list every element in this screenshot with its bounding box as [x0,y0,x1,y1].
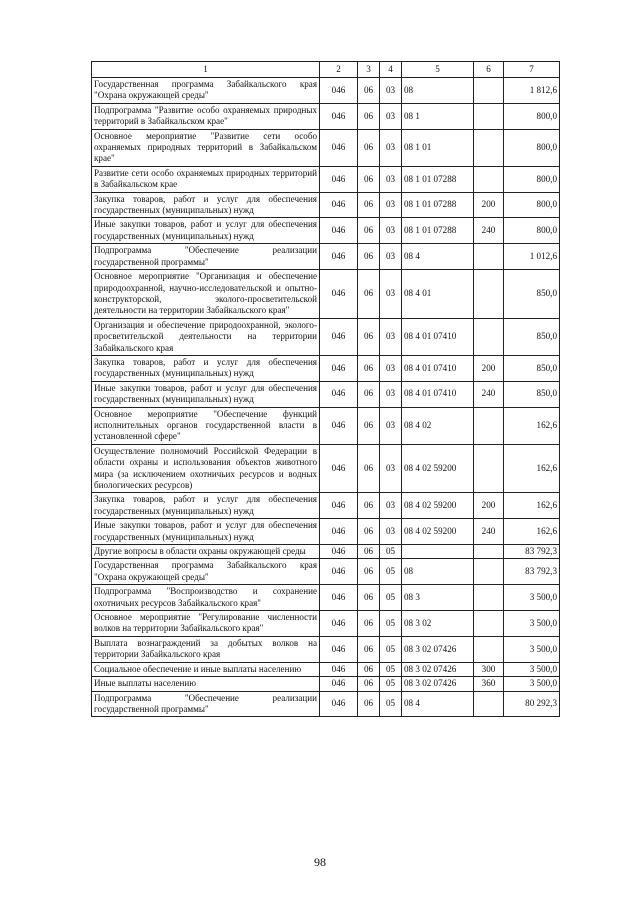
row-pr-cell: 05 [380,585,402,611]
row-rz-cell: 06 [358,611,380,637]
row-pr-cell: 05 [380,611,402,637]
row-name-cell: Основное мероприятие "Обеспечение функций исполнительных органов государственной власти в установленной сфере" [92,407,320,444]
row-rz-cell: 06 [358,129,380,166]
table-row [92,355,560,381]
table-row [92,585,560,611]
row-vr-cell: 300 [474,662,504,676]
row-name-cell: Иные закупки товаров, работ и услуг для обеспечения государственных (муниципальных) нужд [92,218,320,244]
row-ved-cell: 046 [320,129,358,166]
row-vr-cell [474,244,504,270]
row-name-cell: Закупка товаров, работ и услуг для обеспечения государственных (муниципальных) нужд [92,355,320,381]
row-pr-cell: 05 [380,662,402,676]
table-row [92,611,560,637]
row-name-cell: Закупка товаров, работ и услуг для обеспечения государственных (муниципальных) нужд [92,192,320,218]
row-rz-cell: 06 [358,355,380,381]
row-csr-cell [402,545,474,559]
row-rz-cell: 06 [358,218,380,244]
row-name-cell: Иные закупки товаров, работ и услуг для обеспечения государственных (муниципальных) нужд [92,381,320,407]
row-pr-cell: 03 [380,192,402,218]
row-ved-cell: 046 [320,662,358,676]
row-sum-cell: 3 500,0 [504,662,560,676]
row-ved-cell: 046 [320,78,358,104]
row-vr-cell [474,129,504,166]
table-body [92,78,560,717]
row-csr-cell: 08 1 01 07288 [402,218,474,244]
row-sum-cell: 800,0 [504,192,560,218]
table-row [92,545,560,559]
row-name-cell: Государственная программа Забайкальского края "Охрана окружающей среды" [92,78,320,104]
row-sum-cell: 162,6 [504,444,560,493]
header-cell: 3 [358,62,380,78]
table-row [92,636,560,662]
row-ved-cell: 046 [320,545,358,559]
row-vr-cell: 200 [474,192,504,218]
row-ved-cell: 046 [320,493,358,519]
row-ved-cell: 046 [320,559,358,585]
row-pr-cell: 03 [380,218,402,244]
row-name-cell: Осуществление полномочий Российской Федерации в области охраны и использования объектов животного мира (за исключением охотничьих ресурсов и водных биологических ресурсов) [92,444,320,493]
row-sum-cell: 850,0 [504,270,560,319]
row-name-cell: Подпрограмма "Воспроизводство и сохранение охотничьих ресурсов Забайкальского края" [92,585,320,611]
row-csr-cell: 08 4 02 59200 [402,519,474,545]
row-ved-cell: 046 [320,381,358,407]
row-name-cell: Государственная программа Забайкальского края "Охрана окружающей среды" [92,559,320,585]
row-pr-cell: 03 [380,355,402,381]
row-vr-cell [474,611,504,637]
row-rz-cell: 06 [358,103,380,129]
row-ved-cell: 046 [320,407,358,444]
row-ved-cell: 046 [320,318,358,355]
row-vr-cell: 200 [474,493,504,519]
row-sum-cell: 800,0 [504,218,560,244]
row-rz-cell: 06 [358,559,380,585]
row-sum-cell: 1 012,6 [504,244,560,270]
row-rz-cell: 06 [358,407,380,444]
row-vr-cell [474,585,504,611]
row-sum-cell: 850,0 [504,355,560,381]
row-name-cell: Основное мероприятие "Регулирование численности волков на территории Забайкальского края" [92,611,320,637]
page-number: 98 [314,855,326,869]
row-vr-cell [474,318,504,355]
row-csr-cell: 08 4 01 07410 [402,381,474,407]
row-name-cell: Развитие сети особо охраняемых природных территорий в Забайкальском крае [92,166,320,192]
row-ved-cell: 046 [320,270,358,319]
row-vr-cell [474,103,504,129]
table-row [92,270,560,319]
row-csr-cell: 08 3 [402,585,474,611]
row-ved-cell: 046 [320,677,358,691]
row-pr-cell: 05 [380,691,402,717]
row-pr-cell: 03 [380,78,402,104]
row-rz-cell: 06 [358,192,380,218]
row-rz-cell: 06 [358,691,380,717]
row-csr-cell: 08 4 01 [402,270,474,319]
row-ved-cell: 046 [320,585,358,611]
row-pr-cell: 05 [380,677,402,691]
row-vr-cell [474,545,504,559]
header-cell: 7 [504,62,560,78]
row-pr-cell: 03 [380,519,402,545]
row-vr-cell [474,636,504,662]
row-pr-cell: 03 [380,318,402,355]
table-row [92,519,560,545]
row-vr-cell [474,691,504,717]
header-row [92,62,560,78]
row-name-cell: Закупка товаров, работ и услуг для обеспечения государственных (муниципальных) нужд [92,493,320,519]
row-pr-cell: 03 [380,270,402,319]
row-ved-cell: 046 [320,444,358,493]
row-sum-cell: 3 500,0 [504,677,560,691]
row-sum-cell: 83 792,3 [504,559,560,585]
row-ved-cell: 046 [320,218,358,244]
row-csr-cell: 08 3 02 [402,611,474,637]
row-name-cell: Выплата вознаграждений за добытых волков на территории Забайкальского края [92,636,320,662]
row-ved-cell: 046 [320,166,358,192]
row-name-cell: Основное мероприятие "Организация и обеспечение природоохранной, научно-исследовательской и опытно-конструкторской, эколого-просветительской деятельности на территории Забайкальского края" [92,270,320,319]
row-ved-cell: 046 [320,611,358,637]
header-cell: 5 [402,62,474,78]
row-rz-cell: 06 [358,585,380,611]
row-csr-cell: 08 [402,559,474,585]
row-rz-cell: 06 [358,318,380,355]
row-name-cell: Иные выплаты населению [92,677,320,691]
row-rz-cell: 06 [358,636,380,662]
row-pr-cell: 05 [380,545,402,559]
row-sum-cell: 162,6 [504,519,560,545]
row-ved-cell: 046 [320,103,358,129]
row-rz-cell: 06 [358,662,380,676]
row-sum-cell: 850,0 [504,381,560,407]
row-sum-cell: 3 500,0 [504,611,560,637]
row-pr-cell: 03 [380,129,402,166]
row-rz-cell: 06 [358,545,380,559]
table-row [92,559,560,585]
table-row [92,218,560,244]
row-vr-cell [474,78,504,104]
row-vr-cell [474,270,504,319]
table-row [92,192,560,218]
row-csr-cell: 08 4 01 07410 [402,355,474,381]
row-ved-cell: 046 [320,355,358,381]
row-sum-cell: 800,0 [504,129,560,166]
row-sum-cell: 162,6 [504,407,560,444]
row-rz-cell: 06 [358,244,380,270]
row-rz-cell: 06 [358,166,380,192]
table-row [92,691,560,717]
row-pr-cell: 03 [380,407,402,444]
header-cell: 2 [320,62,358,78]
header-cell: 4 [380,62,402,78]
row-rz-cell: 06 [358,381,380,407]
row-sum-cell: 850,0 [504,318,560,355]
row-rz-cell: 06 [358,519,380,545]
row-pr-cell: 03 [380,493,402,519]
row-name-cell: Другие вопросы в области охраны окружающей среды [92,545,320,559]
row-vr-cell: 240 [474,519,504,545]
row-name-cell: Подпрограмма "Развитие особо охраняемых природных территорий в Забайкальском крае" [92,103,320,129]
table-header [92,62,560,78]
row-name-cell: Подпрограмма "Обеспечение реализации государственной программы" [92,691,320,717]
row-csr-cell: 08 1 01 [402,129,474,166]
table-row [92,444,560,493]
row-vr-cell [474,444,504,493]
row-name-cell: Подпрограмма "Обеспечение реализации государственной программы" [92,244,320,270]
row-ved-cell: 046 [320,691,358,717]
table-row [92,677,560,691]
row-csr-cell: 08 4 02 [402,407,474,444]
row-name-cell: Основное мероприятие "Развитие сети особо охраняемых природных территорий в Забайкальском крае" [92,129,320,166]
row-sum-cell: 800,0 [504,103,560,129]
row-csr-cell: 08 3 02 07426 [402,662,474,676]
row-csr-cell: 08 3 02 07426 [402,636,474,662]
table-row [92,166,560,192]
row-sum-cell: 3 500,0 [504,585,560,611]
row-pr-cell: 03 [380,166,402,192]
row-csr-cell: 08 4 02 59200 [402,444,474,493]
row-rz-cell: 06 [358,677,380,691]
row-csr-cell: 08 4 01 07410 [402,318,474,355]
row-csr-cell: 08 4 [402,244,474,270]
table-row [92,103,560,129]
table-row [92,244,560,270]
row-vr-cell [474,407,504,444]
row-rz-cell: 06 [358,78,380,104]
table-row [92,493,560,519]
row-sum-cell: 162,6 [504,493,560,519]
table-row [92,662,560,676]
table-row [92,78,560,104]
header-cell: 1 [92,62,320,78]
row-pr-cell: 05 [380,636,402,662]
row-sum-cell: 3 500,0 [504,636,560,662]
row-rz-cell: 06 [358,493,380,519]
row-ved-cell: 046 [320,519,358,545]
row-rz-cell: 06 [358,270,380,319]
row-pr-cell: 03 [380,381,402,407]
row-vr-cell: 200 [474,355,504,381]
row-ved-cell: 046 [320,244,358,270]
row-vr-cell [474,559,504,585]
table-row [92,129,560,166]
table-row [92,318,560,355]
table-row [92,407,560,444]
row-vr-cell: 240 [474,218,504,244]
row-ved-cell: 046 [320,636,358,662]
row-sum-cell: 80 292,3 [504,691,560,717]
row-csr-cell: 08 4 02 59200 [402,493,474,519]
row-sum-cell: 1 812,6 [504,78,560,104]
row-sum-cell: 800,0 [504,166,560,192]
row-csr-cell: 08 1 01 07288 [402,192,474,218]
row-pr-cell: 03 [380,103,402,129]
row-csr-cell: 08 3 02 07426 [402,677,474,691]
row-name-cell: Организация и обеспечение природоохранной, эколого-просветительской деятельности на территории Забайкальского края [92,318,320,355]
row-vr-cell: 360 [474,677,504,691]
row-pr-cell: 03 [380,244,402,270]
row-csr-cell: 08 [402,78,474,104]
row-rz-cell: 06 [358,444,380,493]
row-name-cell: Социальное обеспечение и иные выплаты населению [92,662,320,676]
header-cell: 6 [474,62,504,78]
row-ved-cell: 046 [320,192,358,218]
row-pr-cell: 05 [380,559,402,585]
table-row [92,381,560,407]
row-vr-cell [474,166,504,192]
row-sum-cell: 83 792,3 [504,545,560,559]
row-pr-cell: 03 [380,444,402,493]
row-csr-cell: 08 1 01 07288 [402,166,474,192]
row-csr-cell: 08 1 [402,103,474,129]
row-csr-cell: 08 4 [402,691,474,717]
row-vr-cell: 240 [474,381,504,407]
budget-table [91,61,560,717]
row-name-cell: Иные закупки товаров, работ и услуг для обеспечения государственных (муниципальных) нужд [92,519,320,545]
